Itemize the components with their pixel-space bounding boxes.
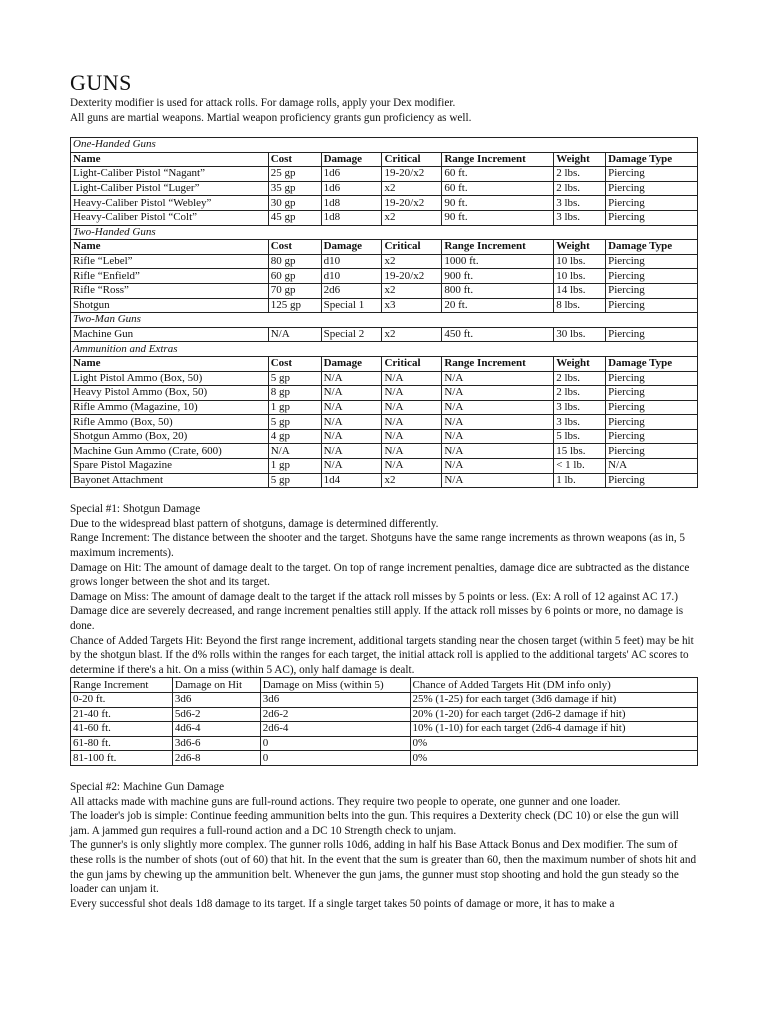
table-cell: 21-40 ft. [71,707,173,722]
section-label-row [71,138,698,153]
special2-paragraph: Every successful shot deals 1d8 damage to its target. If a single target takes 50 points of damage or more, it has to make a [70,897,615,910]
table-cell: N/A [382,386,442,401]
table-cell: Rifle “Lebel” [71,254,269,269]
table-cell: 2 lbs. [554,371,606,386]
page-title: GUNS [70,70,132,95]
table-row [71,751,698,766]
table-cell: Spare Pistol Magazine [71,459,269,474]
table-cell: 1d6 [321,167,382,182]
table-cell: 61-80 ft. [71,736,173,751]
table-row [71,269,698,284]
table-cell: 19-20/x2 [382,167,442,182]
table-cell: 25 gp [268,167,321,182]
column-header: Range Increment [442,356,554,371]
table-cell: Rifle “Ross” [71,283,269,298]
table-cell: 41-60 ft. [71,722,173,737]
table-cell: Shotgun [71,298,269,313]
table-cell: Piercing [606,386,698,401]
table-cell: x2 [382,210,442,225]
table-cell: 20 ft. [442,298,554,313]
table-cell: 90 ft. [442,210,554,225]
table-cell: 30 gp [268,196,321,211]
table-cell: N/A [382,400,442,415]
table-cell: 5d6-2 [172,707,260,722]
table-cell: Heavy-Caliber Pistol “Webley” [71,196,269,211]
table-cell: 3d6-6 [172,736,260,751]
column-header: Critical [382,240,442,255]
table-row [71,386,698,401]
table-cell: N/A [442,415,554,430]
table-cell: N/A [268,327,321,342]
table-row [71,415,698,430]
table-cell: Shotgun Ammo (Box, 20) [71,429,269,444]
table-cell: 2 lbs. [554,181,606,196]
table-cell: N/A [321,415,382,430]
table-cell: 19-20/x2 [382,196,442,211]
table-cell: Piercing [606,167,698,182]
table-cell: 35 gp [268,181,321,196]
table-cell: 1d8 [321,196,382,211]
table-cell: Heavy-Caliber Pistol “Colt” [71,210,269,225]
table-cell: Piercing [606,298,698,313]
table-cell: 60 ft. [442,181,554,196]
table-cell: x3 [382,298,442,313]
table-cell: 900 ft. [442,269,554,284]
table-row [71,444,698,459]
special1-paragraph: Damage on Miss: The amount of damage dealt to the target if the attack roll misses by 5 points or less. (Ex: A roll of 12 against AC 17.) Damage dice are severely decreased, and range increment penalties still apply. If the attack roll misses by 6 points or more, no damage is done. [70,590,684,632]
table-cell: 1d4 [321,473,382,488]
section-label: Two-Handed Guns [71,225,698,240]
column-header: Damage Type [606,240,698,255]
column-header: Critical [382,356,442,371]
shotgun-damage-table [70,677,698,766]
table-header-row [71,356,698,371]
table-cell: N/A [321,459,382,474]
special1-paragraph: Due to the widespread blast pattern of shotguns, damage is determined differently. [70,517,439,530]
table-cell: 1 lb. [554,473,606,488]
table-cell: 0-20 ft. [71,692,173,707]
table-cell: 1000 ft. [442,254,554,269]
table-cell: Piercing [606,210,698,225]
intro-line: Dexterity modifier is used for attack rolls. For damage rolls, apply your Dex modifier. [70,97,456,109]
table-header-row [71,152,698,167]
section-label: One-Handed Guns [71,138,698,153]
table-cell: 1 gp [268,459,321,474]
table-cell: 0% [410,751,697,766]
table-cell: Piercing [606,283,698,298]
document-page [70,0,698,911]
table-cell: N/A [442,473,554,488]
table-row [71,736,698,751]
table-cell: Machine Gun [71,327,269,342]
table-row [71,181,698,196]
table-row [71,283,698,298]
table-cell: Piercing [606,181,698,196]
table-cell: 2d6-8 [172,751,260,766]
table-cell: 3d6 [260,692,410,707]
table-cell: Light Pistol Ammo (Box, 50) [71,371,269,386]
table-cell: N/A [606,459,698,474]
column-header: Damage [321,356,382,371]
table-cell: 25% (1-25) for each target (3d6 damage if hit) [410,692,697,707]
table-cell: Heavy Pistol Ammo (Box, 50) [71,386,269,401]
table-cell: 0 [260,736,410,751]
column-header: Damage [321,240,382,255]
table-cell: Piercing [606,415,698,430]
table-cell: N/A [382,459,442,474]
table-cell: d10 [321,254,382,269]
table-cell: 3 lbs. [554,400,606,415]
table-cell: N/A [442,386,554,401]
table-cell: Special 2 [321,327,382,342]
table-cell: 2 lbs. [554,386,606,401]
table-cell: 5 gp [268,371,321,386]
table-cell: Machine Gun Ammo (Crate, 600) [71,444,269,459]
table-cell: N/A [442,400,554,415]
table-cell: Piercing [606,371,698,386]
table-cell: 2d6 [321,283,382,298]
special2-section [70,780,698,911]
table-cell: Piercing [606,429,698,444]
section-label-row [71,225,698,240]
table-cell: N/A [382,444,442,459]
table-cell: 10 lbs. [554,254,606,269]
table-row [71,167,698,182]
table-cell: Light-Caliber Pistol “Nagant” [71,167,269,182]
table-row [71,371,698,386]
table-cell: 1 gp [268,400,321,415]
section-label-row [71,342,698,357]
column-header: Weight [554,356,606,371]
special2-paragraph: The loader's job is simple: Continue feeding ammunition belts into the gun. This requires a Dexterity check (DC 10) or else the gun will jam. A jammed gun requires a full-round action and a DC 10 Strength check to unjam. [70,810,679,837]
table-cell: N/A [442,371,554,386]
special1-heading: Special #1: Shotgun Damage [70,503,201,516]
table-cell: 2d6-2 [260,707,410,722]
table-cell: 1d8 [321,210,382,225]
table-cell: 19-20/x2 [382,269,442,284]
table-cell: 5 gp [268,473,321,488]
column-header: Weight [554,240,606,255]
table-cell: x2 [382,327,442,342]
table-cell: 5 lbs. [554,429,606,444]
table-cell: 8 gp [268,386,321,401]
table-cell: Special 1 [321,298,382,313]
table-row [71,254,698,269]
table-cell: 45 gp [268,210,321,225]
table-cell: 4 gp [268,429,321,444]
section-label: Ammunition and Extras [71,342,698,357]
table-cell: Piercing [606,196,698,211]
table-cell: 0% [410,736,697,751]
special1-section [70,502,698,677]
table-cell: Piercing [606,327,698,342]
table-cell: 10 lbs. [554,269,606,284]
table-cell: 5 gp [268,415,321,430]
table-cell: Piercing [606,473,698,488]
table-row [71,327,698,342]
table-cell: 80 gp [268,254,321,269]
column-header: Damage [321,152,382,167]
column-header: Range Increment [71,678,173,693]
table-cell: N/A [442,444,554,459]
table-cell: 60 gp [268,269,321,284]
table-row [71,473,698,488]
table-cell: x2 [382,181,442,196]
column-header: Weight [554,152,606,167]
table-cell: 450 ft. [442,327,554,342]
table-row [71,459,698,474]
column-header: Damage Type [606,152,698,167]
table-cell: 8 lbs. [554,298,606,313]
column-header: Name [71,356,269,371]
column-header: Range Increment [442,240,554,255]
table-row [71,298,698,313]
intro-line: All guns are martial weapons. Martial weapon proficiency grants gun proficiency as well. [70,112,472,124]
table-cell: N/A [321,444,382,459]
table-cell: 3 lbs. [554,210,606,225]
table-row [71,429,698,444]
column-header: Cost [268,356,321,371]
table-cell: Light-Caliber Pistol “Luger” [71,181,269,196]
table-cell: < 1 lb. [554,459,606,474]
table-cell: 81-100 ft. [71,751,173,766]
table-cell: 3d6 [172,692,260,707]
table-cell: x2 [382,473,442,488]
table-cell: N/A [268,444,321,459]
intro-text [70,96,698,126]
table-row [71,400,698,415]
special2-paragraph: The gunner's is only slightly more complex. The gunner rolls 10d6, adding in half his Base Attack Bonus and Dex modifier. The sum of these rolls is the number of shots (out of 60) that hit. In the event that the sum is greater than 60, then the maximum number of shots hit and the gun jams by chewing up the ammunition belt. Whenever the gun jams, the gunner must stop shooting and hold the gun steady so the loader can unjam it. [70,839,697,896]
table-cell: Piercing [606,254,698,269]
table-cell: x2 [382,254,442,269]
table-cell: Bayonet Attachment [71,473,269,488]
table-cell: N/A [321,386,382,401]
table-cell: d10 [321,269,382,284]
column-header: Range Increment [442,152,554,167]
special1-paragraph: Chance of Added Targets Hit: Beyond the first range increment, additional targets standing near the chosen target (within 5 feet) may be hit by the shotgun blast. If the d% rolls within the ranges for each target, the initial attack roll is applied to the additional targets' AC scores to determine if there's a hit. On a miss (within 5 AC), only half damage is dealt. [70,634,694,676]
table-cell: 125 gp [268,298,321,313]
column-header: Damage on Miss (within 5) [260,678,410,693]
table-cell: N/A [442,429,554,444]
special2-heading: Special #2: Machine Gun Damage [70,780,225,793]
column-header: Name [71,240,269,255]
table-cell: 15 lbs. [554,444,606,459]
table-cell: 70 gp [268,283,321,298]
table-row [71,722,698,737]
table-cell: 14 lbs. [554,283,606,298]
table-row [71,196,698,211]
column-header: Critical [382,152,442,167]
column-header: Damage Type [606,356,698,371]
table-cell: N/A [321,400,382,415]
table-cell: 2d6-4 [260,722,410,737]
table-row [71,707,698,722]
table-cell: 30 lbs. [554,327,606,342]
special1-paragraph: Damage on Hit: The amount of damage dealt to the target. On top of range increment penalties, damage dice are subtracted as the distance grows longer between the shot and its target. [70,561,690,589]
table-cell: 90 ft. [442,196,554,211]
table-cell: 3 lbs. [554,196,606,211]
table-cell: 0 [260,751,410,766]
table-row [71,210,698,225]
special2-paragraph: All attacks made with machine guns are full-round actions. They require two people to operate, one gunner and one loader. [70,795,621,808]
table-cell: 1d6 [321,181,382,196]
table-cell: N/A [321,371,382,386]
column-header: Damage on Hit [172,678,260,693]
table-cell: Rifle Ammo (Box, 50) [71,415,269,430]
table-cell: 20% (1-20) for each target (2d6-2 damage if hit) [410,707,697,722]
table-header-row [71,240,698,255]
column-header: Cost [268,152,321,167]
table-cell: 800 ft. [442,283,554,298]
special1-paragraph: Range Increment: The distance between the shooter and the target. Shotguns have the same range increments as thrown weapons (as in, 5 maximum increments). [70,532,686,560]
table-cell: 2 lbs. [554,167,606,182]
table-cell: Rifle “Enfield” [71,269,269,284]
table-cell: N/A [382,429,442,444]
table-cell: x2 [382,283,442,298]
table-cell: Piercing [606,444,698,459]
column-header: Cost [268,240,321,255]
table-cell: Piercing [606,400,698,415]
table-cell: N/A [382,371,442,386]
column-header: Name [71,152,269,167]
table-cell: N/A [382,415,442,430]
table-cell: N/A [321,429,382,444]
table-cell: N/A [442,459,554,474]
section-label: Two-Man Guns [71,313,698,328]
section-label-row [71,313,698,328]
guns-table [70,137,698,488]
table-cell: Rifle Ammo (Magazine, 10) [71,400,269,415]
table-cell: 10% (1-10) for each target (2d6-4 damage if hit) [410,722,697,737]
table-cell: 3 lbs. [554,415,606,430]
table-cell: 60 ft. [442,167,554,182]
table-cell: 4d6-4 [172,722,260,737]
column-header: Chance of Added Targets Hit (DM info only) [410,678,697,693]
table-cell: Piercing [606,269,698,284]
table-header-row [71,678,698,693]
table-row [71,692,698,707]
